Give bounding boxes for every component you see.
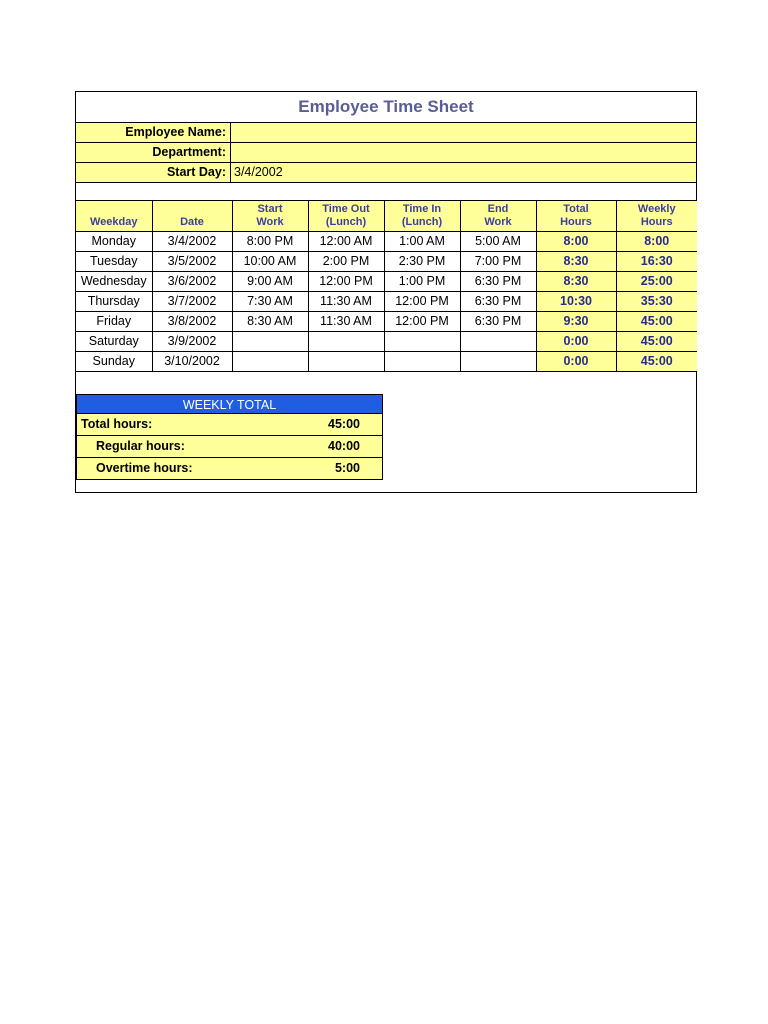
column-header-text: Date [180,215,204,228]
cell-weekly-hours: 45:00 [616,351,697,371]
department-row [76,143,696,163]
employee-name-label: Employee Name: [76,123,231,142]
regular-hours-value: 40:00 [328,439,360,453]
department-label: Department: [76,143,231,162]
column-header-date [152,201,232,231]
cell-end-work[interactable] [460,351,536,371]
cell-end-work[interactable]: 6:30 PM [460,291,536,311]
column-header-end-work [460,201,536,231]
cell-weekday: Tuesday [76,251,152,271]
cell-time-out-lunch[interactable] [308,331,384,351]
column-header-text: Hours [560,215,592,228]
column-header-weekday [76,201,152,231]
column-header-time-in-lunch [384,201,460,231]
weekly-total-heading: WEEKLY TOTAL [76,394,383,414]
cell-date: 3/8/2002 [152,311,232,331]
cell-weekday: Sunday [76,351,152,371]
cell-date: 3/7/2002 [152,291,232,311]
cell-start-work[interactable]: 9:00 AM [232,271,308,291]
column-header-text: Start [257,202,283,215]
column-header-time-out-lunch [308,201,384,231]
cell-date: 3/10/2002 [152,351,232,371]
cell-date: 3/6/2002 [152,271,232,291]
cell-start-work[interactable] [232,351,308,371]
cell-start-work[interactable]: 8:30 AM [232,311,308,331]
start-day-row [76,163,696,183]
cell-total-hours: 8:30 [536,271,616,291]
cell-weekday: Monday [76,231,152,251]
cell-time-in-lunch[interactable]: 12:00 PM [384,291,460,311]
cell-time-out-lunch[interactable]: 11:30 AM [308,291,384,311]
cell-start-work[interactable]: 7:30 AM [232,291,308,311]
cell-time-out-lunch[interactable]: 12:00 PM [308,271,384,291]
spacer-row [76,183,696,201]
regular-hours-row [76,436,383,458]
column-header-text: Time In [402,202,442,215]
weekly-total-box [76,394,383,480]
cell-start-work[interactable] [232,331,308,351]
column-header-text: Time Out [322,202,370,215]
column-header-weekly-hours [616,201,697,231]
total-hours-value: 45:00 [328,417,360,431]
cell-time-out-lunch[interactable]: 11:30 AM [308,311,384,331]
employee-name-field[interactable] [231,123,696,142]
cell-time-in-lunch[interactable]: 2:30 PM [384,251,460,271]
cell-total-hours: 0:00 [536,331,616,351]
cell-weekly-hours: 25:00 [616,271,697,291]
cell-start-work[interactable]: 10:00 AM [232,251,308,271]
column-header-text: Weekly [637,202,676,215]
table-row [76,351,697,371]
cell-end-work[interactable]: 5:00 AM [460,231,536,251]
cell-time-in-lunch[interactable]: 12:00 PM [384,311,460,331]
time-table [76,201,697,372]
total-hours-row [76,414,383,436]
cell-end-work[interactable] [460,331,536,351]
column-header-text: (Lunch) [325,215,367,228]
cell-weekly-hours: 35:30 [616,291,697,311]
total-hours-label: Total hours: [81,417,153,431]
regular-hours-label: Regular hours: [96,439,185,453]
cell-total-hours: 0:00 [536,351,616,371]
column-header-text: Total [563,202,589,215]
cell-time-in-lunch[interactable]: 1:00 AM [384,231,460,251]
overtime-hours-value: 5:00 [334,461,360,475]
cell-end-work[interactable]: 6:30 PM [460,311,536,331]
table-row [76,291,697,311]
cell-date: 3/9/2002 [152,331,232,351]
column-header-text: End [487,202,509,215]
start-day-field[interactable]: 3/4/2002 [234,165,283,179]
table-row [76,331,697,351]
overtime-hours-label: Overtime hours: [96,461,193,475]
sheet-title: Employee Time Sheet [76,92,696,123]
table-row [76,251,697,271]
cell-total-hours: 8:30 [536,251,616,271]
employee-name-row [76,123,696,143]
column-header-total-hours [536,201,616,231]
cell-weekly-hours: 16:30 [616,251,697,271]
cell-date: 3/5/2002 [152,251,232,271]
cell-weekly-hours: 45:00 [616,331,697,351]
cell-time-in-lunch[interactable]: 1:00 PM [384,271,460,291]
cell-time-in-lunch[interactable] [384,351,460,371]
cell-date: 3/4/2002 [152,231,232,251]
column-header-text: Weekday [90,215,138,228]
cell-end-work[interactable]: 7:00 PM [460,251,536,271]
table-row [76,231,697,251]
cell-weekday: Friday [76,311,152,331]
department-field[interactable] [231,143,696,162]
cell-time-out-lunch[interactable] [308,351,384,371]
column-header-text: Work [484,215,512,228]
cell-total-hours: 8:00 [536,231,616,251]
cell-time-in-lunch[interactable] [384,331,460,351]
cell-weekday: Saturday [76,331,152,351]
column-header-text: Hours [640,215,673,228]
overtime-hours-row [76,458,383,480]
cell-weekday: Thursday [76,291,152,311]
table-row [76,271,697,291]
cell-total-hours: 9:30 [536,311,616,331]
cell-total-hours: 10:30 [536,291,616,311]
cell-end-work[interactable]: 6:30 PM [460,271,536,291]
column-header-start-work [232,201,308,231]
time-sheet [75,91,697,493]
cell-time-out-lunch[interactable]: 2:00 PM [308,251,384,271]
table-row [76,311,697,331]
column-header-text: (Lunch) [401,215,443,228]
start-day-label: Start Day: [76,163,231,182]
cell-start-work[interactable]: 8:00 PM [232,231,308,251]
cell-time-out-lunch[interactable]: 12:00 AM [308,231,384,251]
column-header-text: Work [256,215,284,228]
table-header-row [76,201,697,231]
cell-weekly-hours: 8:00 [616,231,697,251]
cell-weekday: Wednesday [76,271,152,291]
cell-weekly-hours: 45:00 [616,311,697,331]
